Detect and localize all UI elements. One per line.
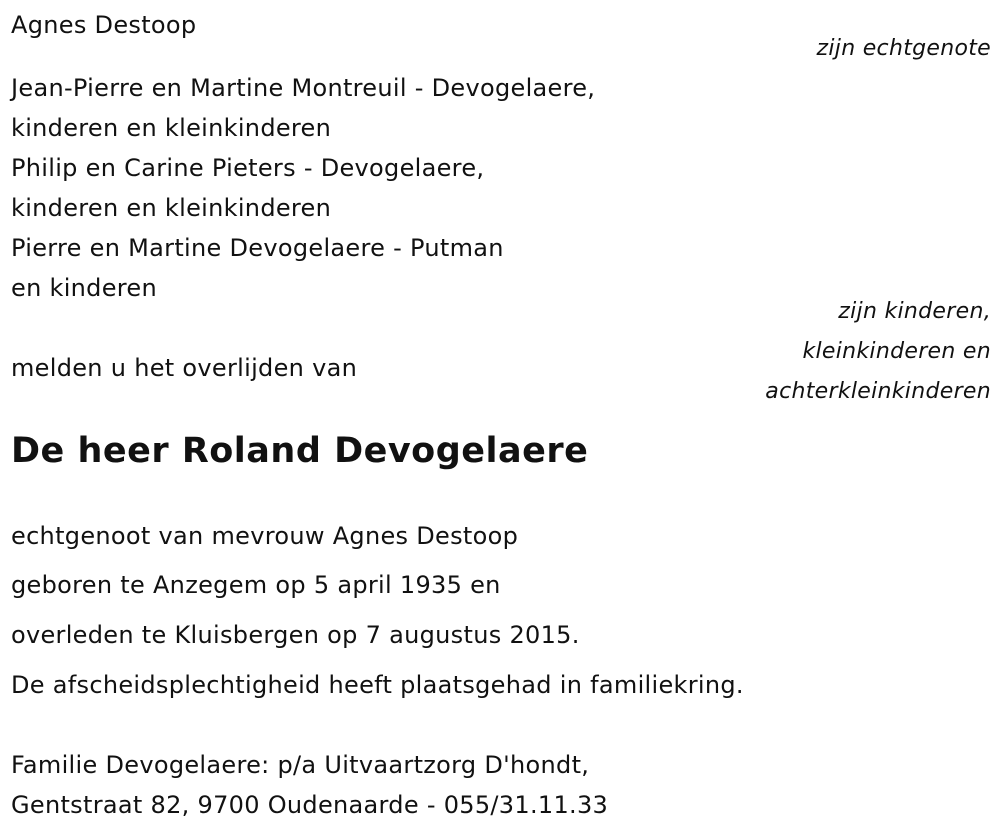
spouse-name: Agnes Destoop <box>11 11 197 39</box>
detail-line-4: De afscheidsplechtigheid heeft plaatsgehad in familiekring. <box>11 671 744 699</box>
children-line-4: kinderen en kleinkinderen <box>11 194 332 222</box>
spouse-role: zijn echtgenote <box>816 36 991 61</box>
children-line-5: Pierre en Martine Devogelaere - Putman <box>11 234 504 262</box>
children-line-3: Philip en Carine Pieters - Devogelaere, <box>11 154 485 182</box>
detail-line-2: geboren te Anzegem op 5 april 1935 en <box>11 571 501 599</box>
detail-line-3: overleden te Kluisbergen op 7 augustus 2015. <box>11 621 580 649</box>
contact-line-2: Gentstraat 82, 9700 Oudenaarde - 055/31.11.33 <box>11 791 609 819</box>
children-line-1: Jean-Pierre en Martine Montreuil - Devogelaere, <box>11 74 596 102</box>
contact-line-1: Familie Devogelaere: p/a Uitvaartzorg D'hondt, <box>11 751 590 779</box>
children-line-6: en kinderen <box>11 274 157 302</box>
announcement-text: melden u het overlijden van <box>11 354 358 382</box>
children-role-line-2: kleinkinderen en <box>802 339 991 364</box>
children-line-2: kinderen en kleinkinderen <box>11 114 332 142</box>
children-role-line-3: achterkleinkinderen <box>765 379 991 404</box>
children-role-line-1: zijn kinderen, <box>838 299 991 324</box>
detail-line-1: echtgenoot van mevrouw Agnes Destoop <box>11 522 519 550</box>
deceased-name: De heer Roland Devogelaere <box>11 431 589 471</box>
